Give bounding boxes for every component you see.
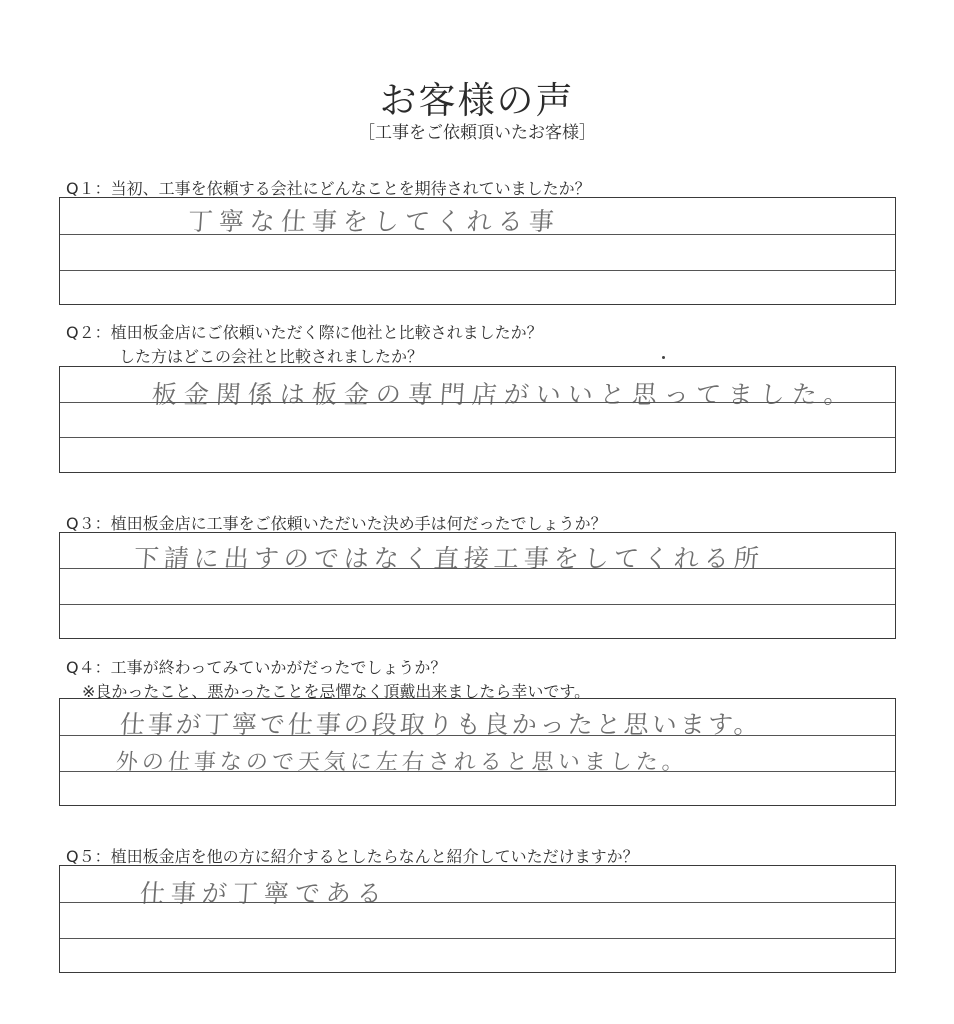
question-2-label: Q２：植田板金店にご依頼いただく際に他社と比較されましたか？ [66, 323, 543, 342]
answer-box-5 [59, 865, 896, 973]
question-1-label: Q１：当初、工事を依頼する会社にどんなことを期待されていましたか？ [66, 179, 591, 198]
question-2-label-line2: した方はどこの会社と比較されましたか？ [119, 347, 424, 366]
answer-3-line-1: 下請に出すのではなく直接工事をしてくれる所 [132, 544, 765, 573]
answer-rule [60, 437, 895, 438]
answer-5-line-1: 仕事が丁寧である [138, 879, 389, 908]
question-5-label: Q５：植田板金店を他の方に紹介するとしたらなんと紹介していただけますか？ [66, 847, 639, 866]
answer-box-4 [59, 698, 896, 806]
answer-rule [60, 604, 895, 605]
answer-rule [60, 938, 895, 939]
answer-1-line-1: 丁寧な仕事をしてくれる事 [186, 207, 561, 236]
question-4-label: Q４：工事が終わってみていかがだったでしょうか？ [66, 658, 447, 677]
answer-box-3 [59, 532, 896, 639]
answer-4-line-2: 外の仕事なので天気に左右されると思いました。 [114, 750, 689, 775]
question-3-label: Q３：植田板金店に工事をご依頼いただいた決め手は何だったでしょうか？ [66, 514, 607, 533]
answer-4-line-1: 仕事が丁寧で仕事の段取りも良かったと思います。 [118, 710, 763, 739]
page-title: お客様の声 [379, 79, 575, 122]
answer-rule [60, 270, 895, 271]
answer-2-line-1: 板金関係は板金の専門店がいいと思ってました。 [150, 380, 857, 409]
question-4-label-line2: ※良かったこと、悪かったことを忌憚なく頂戴出来ましたら幸いです。 [82, 682, 591, 701]
answer-box-2 [59, 366, 896, 473]
handwriting-dot [662, 356, 665, 359]
page-subtitle: ［工事をご依頼頂いたお客様］ [358, 123, 596, 143]
answer-box-1 [59, 197, 896, 305]
